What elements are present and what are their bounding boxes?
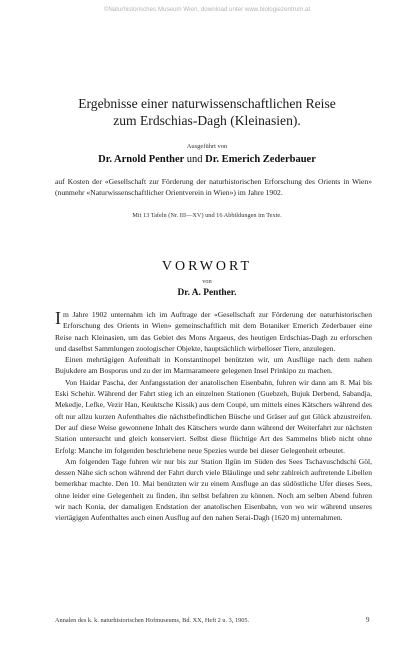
drop-cap: I <box>55 308 61 328</box>
section-author: Dr. A. Penther. <box>177 288 237 298</box>
plates-note: Mit 13 Tafeln (Nr. III—XV) und 16 Abbildungen im Texte. <box>132 212 282 219</box>
section-title: VORWORT <box>161 259 253 274</box>
author-1: Dr. Arnold Penther <box>98 154 185 165</box>
paragraph: Von Haidar Pascha, der Anfangsstation der anatolischen Eisenbahn, fuhren wir dann am 8. Mai bis Eski Schehir. Während der Fahrt stieg ich an einzelnen Stationen (Guebzeh, Bujuk Derbend, Sabandja, Mekedje, Lefke, Vezir Han, Keuktsche Kissik) aus dem Coupé, um mittels eines Kätschers während des oft nur allzu kurzen Aufenthaltes die nächstbefindlichen Büsche und Gräser auf gut Glück abzustreifen. Der auf diese Weise gewonnene Inhalt des Kätschers wurde dann während der Weiterfahrt zur nächsten Station untersucht und gleich konserviert. Selbst diese flüchtige Art des Sammelns blieb nicht ohne Erfolg: Manche im folgenden beschriebene neue Spezies wurde bei dieser Gelegenheit erbeutet. <box>55 377 372 455</box>
paragraph <box>55 309 372 354</box>
title-line-1: Ergebnisse einer naturwissenschaftlichen Reise <box>78 96 336 111</box>
page-number: 9 <box>366 616 370 624</box>
funding-note: auf Kosten der «Gesellschaft zur Förderung der naturhistorischen Erforschung des Orients in Wien» (nunmehr «Naturwissenschaftlicher Orientverein in Wien») im Jahre 1902. <box>55 177 372 197</box>
by-label: von <box>202 278 212 285</box>
title-line-2: zum Erdschias-Dagh (Kleinasien). <box>113 113 301 128</box>
paragraph: Am folgenden Tage fuhren wir nur bis zur Station Ilgün im Süden des Sees Tschavuschdschi Göl, dessen Nähe sich schon während der Fahrt durch viele Bläulinge und sehr zahlreich auftretende Libellen bemerkbar machte. Den 10. Mai benützten wir zu einem Ausfluge an das südöstliche Ufer dieses Sees, ohne leider eine Gelegenheit zu finden, ihn selbst befahren zu können. Noch am selben Abend fuhren wir nach Konia, der damaligen Endstation der anatolischen Eisenbahn, von wo wir während unseres viertägigen Aufenthaltes auch einen Ausflug auf den nahen Serai-Dagh (1620 m) unternahmen. <box>55 456 372 523</box>
journal-footer: Annalen des k. k. naturhistorischen Hofmuseums, Bd. XX, Heft 2 u. 3, 1905. <box>55 617 250 624</box>
author-2: Dr. Emerich Zederbauer <box>205 154 316 165</box>
paragraph-text: m Jahre 1902 unternahm ich im Auftrage der «Gesellschaft zur Förderung der naturhistorischen Erforschung des Orients in Wien» gemeinschaftlich mit dem Botaniker Emerich Zederbauer eine Reise nach Kleinasien, um das Gebiet des Mons Argaeus, des heutigen Erdschias-Dagh zu erforschen und daselbst Sammlungen zoologischer Objekte, hauptsächlich wirbelloser Tiere, anzulegen. <box>55 310 372 353</box>
authors-conjunction: und <box>186 154 203 165</box>
authors <box>0 154 414 165</box>
body-text <box>55 309 372 524</box>
paragraph: Einen mehrtägigen Aufenthalt in Konstantinopel benützten wir, um Ausflüge nach dem nahen Bujukdere am Bosporus und zu der im Marmarameere gelegenen Insel Prinkipo zu machen. <box>55 355 372 376</box>
executed-by-label: Ausgeführt von <box>186 143 228 150</box>
watermark: ©Naturhistorisches Museum Wien, download unter www.biologiezentrum.at <box>103 6 311 13</box>
